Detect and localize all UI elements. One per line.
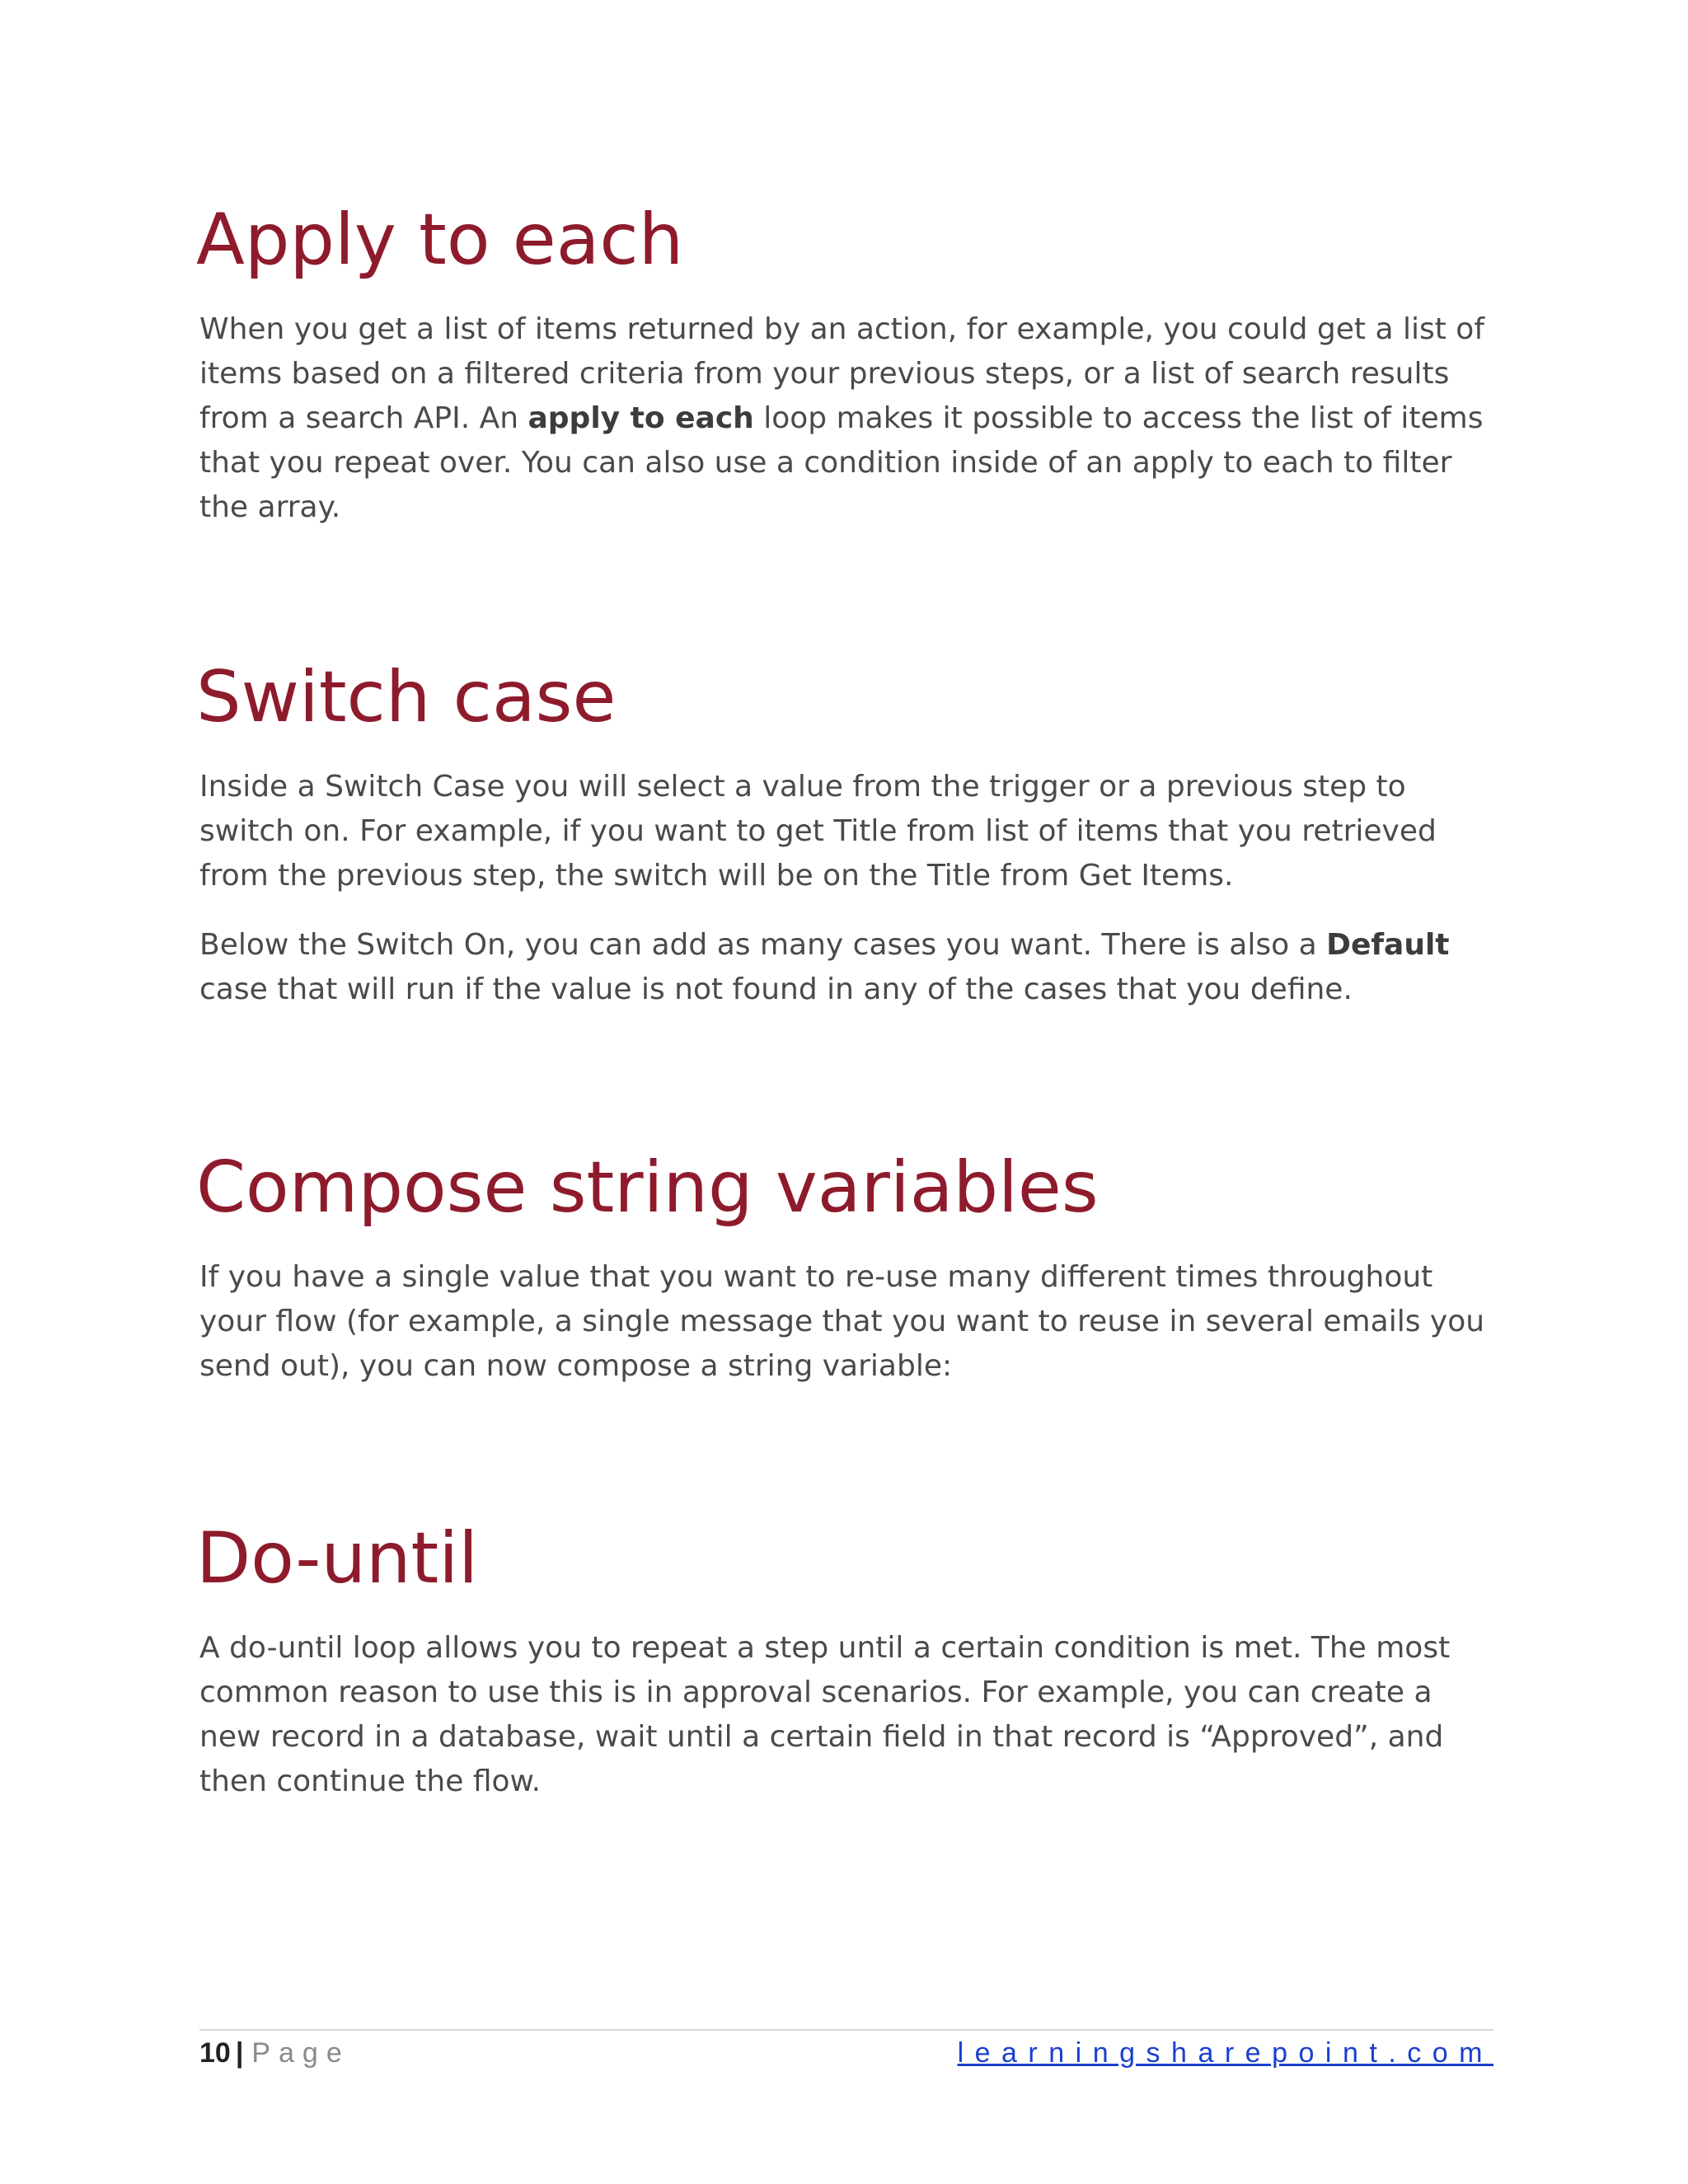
section-heading: Compose string variables — [196, 1146, 1099, 1229]
section-paragraph: A do-until loop allows you to repeat a step until a certain condition is met. The most common reason to use this is in approval scenarios. For example, you can create a new record in a database, wait until a certain field in that record is “Approved”, and then continue the flow. — [199, 1631, 1451, 1799]
section-heading: Switch case — [196, 656, 617, 738]
section-heading: Apply to each — [196, 199, 684, 281]
section-heading: Do-until — [196, 1517, 478, 1600]
section-do-until — [196, 1516, 1493, 1804]
paragraph-text: When you get a list of items returned by an action, for example, you could get a list of items based on a filtered criteria from your previous steps, or a list of search results from a search API. An — [199, 312, 1484, 436]
section-apply-to-each — [196, 198, 1493, 530]
section-paragraph: Inside a Switch Case you will select a value from the trigger or a previous step to switch on. For example, if you want to get Title from list of items that you retrieved from the previous step, the switch will be on the Title from Get Items. — [199, 770, 1437, 893]
section-paragraph — [199, 307, 1493, 530]
section-paragraph — [199, 923, 1493, 1012]
page-indicator — [199, 2037, 350, 2069]
page-footer — [199, 2029, 1493, 2080]
paragraph-text: loop makes it possible to access the list of items that you repeat over. You can also use a condition inside of an apply to each to filter the array. — [199, 401, 1484, 525]
page-label: Page — [251, 2037, 350, 2069]
bold-term: Default — [1326, 928, 1450, 963]
section-compose-string-variables — [196, 1146, 1493, 1389]
paragraph-text: Below the Switch On, you can add as many cases you want. There is also a — [199, 928, 1327, 963]
footer-separator: | — [235, 2037, 244, 2069]
site-link[interactable]: learningsharepoint.com — [957, 2037, 1493, 2069]
page-number: 10 — [199, 2037, 231, 2069]
bold-term: apply to each — [528, 401, 754, 436]
section-switch-case — [196, 655, 1493, 1012]
paragraph-text: case that will run if the value is not found in any of the cases that you define. — [199, 972, 1353, 1007]
section-paragraph: If you have a single value that you want to re-use many different times throughout your flow (for example, a single message that you want to reuse in several emails you send out), you can now compose a string variable: — [199, 1260, 1485, 1384]
